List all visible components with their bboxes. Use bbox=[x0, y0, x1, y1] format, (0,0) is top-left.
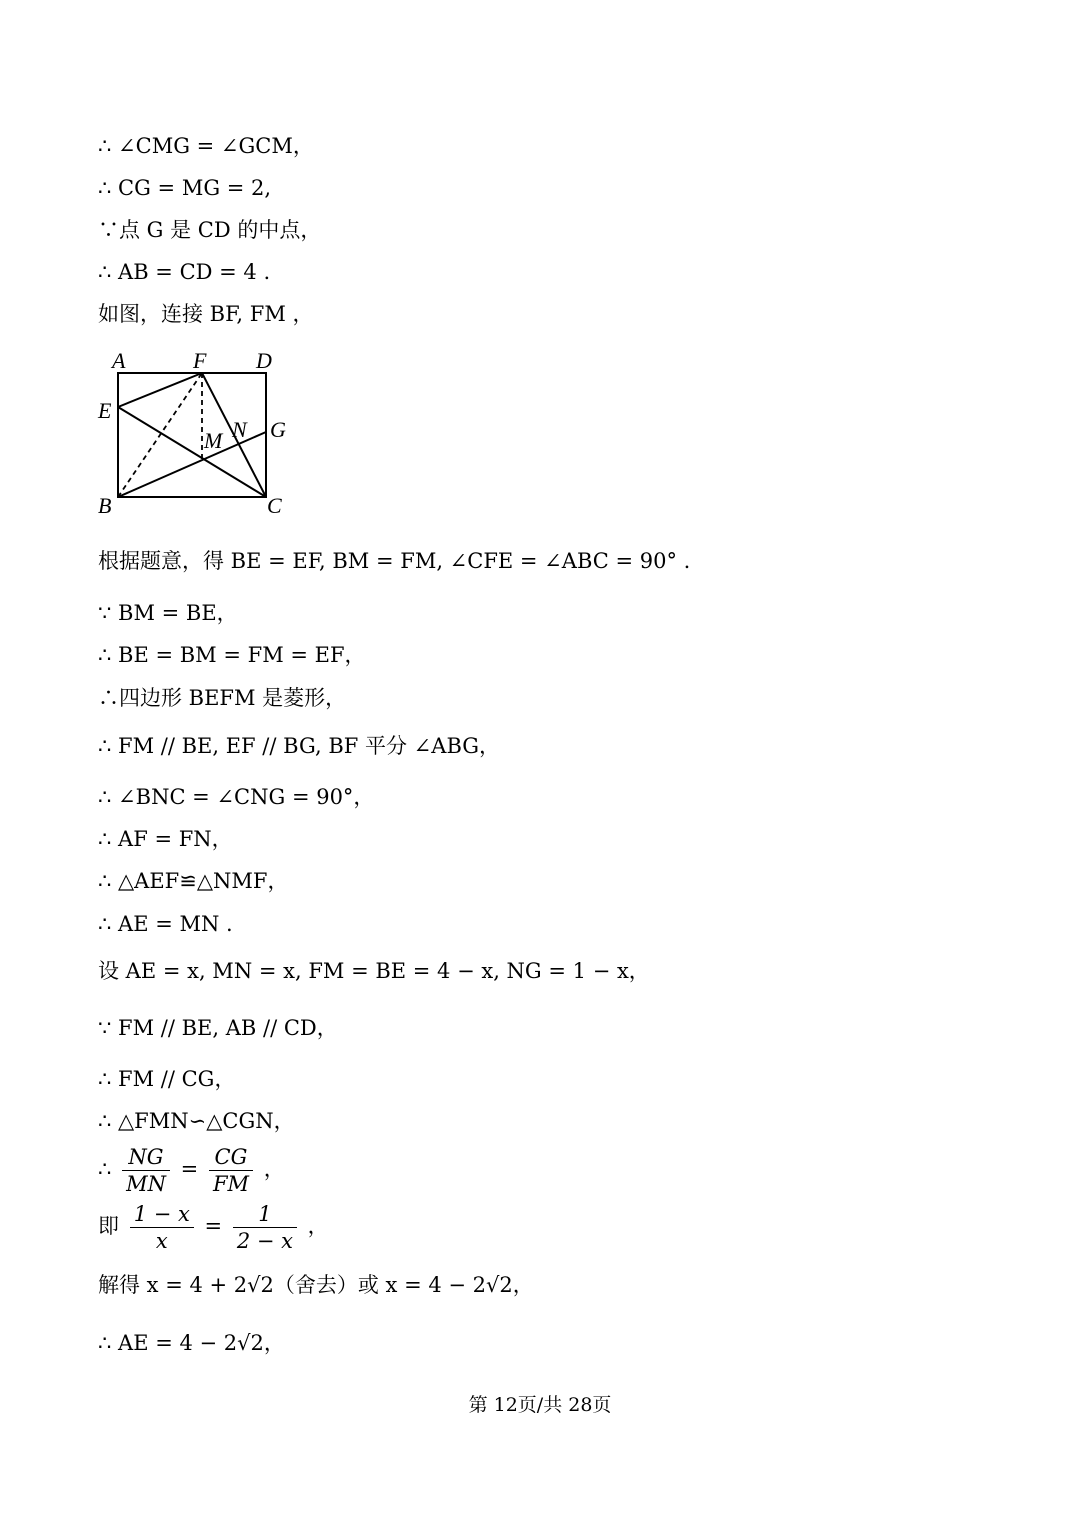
label-n: N bbox=[232, 417, 247, 442]
label-a: A bbox=[112, 348, 126, 373]
text-line-4: ∴ AB = CD = 4 . bbox=[98, 260, 271, 284]
fraction1-right-numerator: CG bbox=[209, 1144, 253, 1171]
fraction1-prefix: ∴ bbox=[98, 1157, 112, 1181]
text-line-6: 根据题意，得 BE = EF, BM = FM, ∠CFE = ∠ABC = 90° . bbox=[98, 549, 691, 573]
fraction1-left-denominator: MN bbox=[126, 1172, 166, 1196]
geometry-figure bbox=[92, 345, 322, 525]
text-line-17: ∴ FM // CG， bbox=[98, 1067, 236, 1091]
text-line-14: ∴ AE = MN . bbox=[98, 912, 233, 936]
fraction2-suffix: ， bbox=[307, 1214, 329, 1238]
fraction1-suffix: ， bbox=[263, 1157, 285, 1181]
label-f: F bbox=[193, 348, 207, 373]
fraction-cg-fm bbox=[209, 1144, 253, 1197]
label-m: M bbox=[204, 428, 223, 453]
text-line-7: ∵ BM = BE， bbox=[98, 601, 238, 625]
fraction2-right-denominator: 2 − x bbox=[236, 1229, 293, 1253]
fraction-1-2mx bbox=[233, 1201, 297, 1254]
text-line-16: ∵ FM // BE, AB // CD， bbox=[98, 1016, 338, 1040]
text-line-11: ∴ ∠BNC = ∠CNG = 90°， bbox=[98, 785, 375, 809]
label-d: D bbox=[256, 348, 272, 373]
label-e: E bbox=[98, 398, 112, 423]
fraction-equation-1 bbox=[98, 1143, 285, 1197]
text-line-18: ∴ △FMN∽△CGN， bbox=[98, 1109, 295, 1133]
fraction-ng-mn bbox=[122, 1144, 170, 1197]
text-line-15: 设 AE = x, MN = x, FM = BE = 4 − x, NG = 1 − x， bbox=[98, 959, 650, 983]
fraction2-right-numerator: 1 bbox=[233, 1201, 297, 1228]
fraction2-prefix: 即 bbox=[98, 1214, 119, 1238]
text-line-19: 解得 x = 4 + 2√2（舍去）或 x = 4 − 2√2， bbox=[98, 1273, 534, 1297]
page-footer: 第 12页/共 28页 bbox=[468, 1394, 612, 1416]
fraction1-equals: = bbox=[180, 1157, 199, 1181]
label-c: C bbox=[267, 493, 282, 518]
text-line-9: ∴四边形 BEFM 是菱形， bbox=[98, 686, 347, 710]
text-line-12: ∴ AF = FN， bbox=[98, 827, 233, 851]
fraction2-left-numerator: 1 − x bbox=[130, 1201, 194, 1228]
text-line-3: ∵点 G 是 CD 的中点， bbox=[98, 218, 322, 242]
fraction1-left-numerator: NG bbox=[122, 1144, 170, 1171]
fraction1-right-denominator: FM bbox=[212, 1172, 250, 1196]
label-b: B bbox=[98, 493, 112, 518]
text-line-2: ∴ CG = MG = 2, bbox=[98, 176, 272, 200]
label-g: G bbox=[270, 417, 286, 442]
text-line-8: ∴ BE = BM = FM = EF， bbox=[98, 643, 366, 667]
text-line-20: ∴ AE = 4 − 2√2， bbox=[98, 1331, 285, 1355]
fraction-1mx-x bbox=[130, 1201, 194, 1254]
text-line-1: ∴ ∠CMG = ∠GCM， bbox=[98, 134, 314, 158]
fraction2-left-denominator: x bbox=[155, 1229, 168, 1253]
text-line-5: 如图，连接 BF, FM ， bbox=[98, 302, 314, 326]
fraction-equation-2 bbox=[98, 1200, 329, 1254]
text-line-13: ∴ △AEF≌△NMF， bbox=[98, 869, 289, 893]
text-line-10: ∴ FM // BE, EF // BG, BF 平分 ∠ABG， bbox=[98, 734, 501, 758]
fraction2-equals: = bbox=[204, 1214, 223, 1238]
